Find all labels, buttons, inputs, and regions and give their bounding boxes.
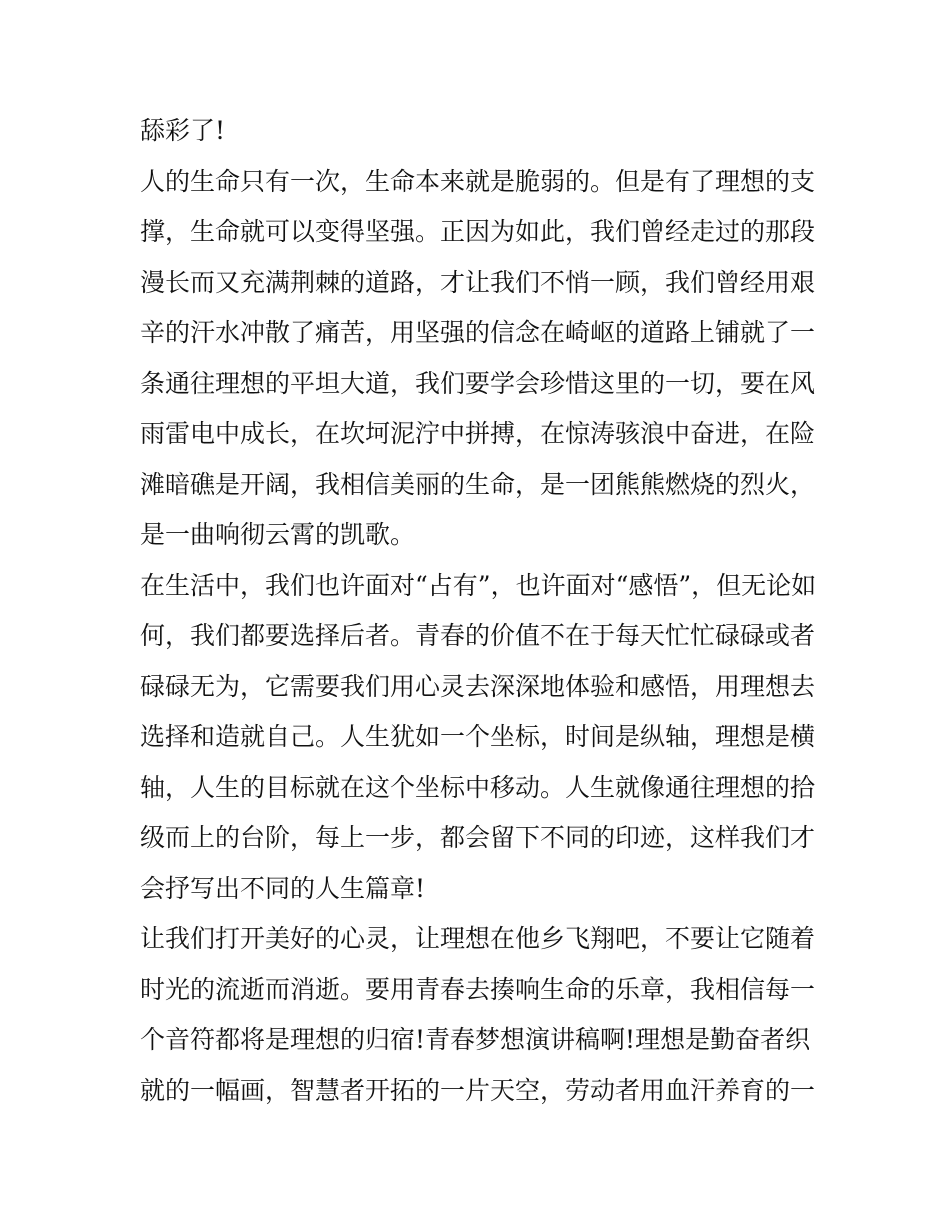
text-line: 何，我们都要选择后者。青春的价值不在于每天忙忙碌碌或者 [140,621,816,650]
text-line: 人的生命只有一次，生命本来就是脆弱的。但是有了理想的支 [140,166,816,196]
text-line: 条通往理想的平坦大道，我们要学会珍惜这里的一切，要在风 [140,368,816,398]
text-line: 撑，生命就可以变得坚强。正因为如此，我们曾经走过的那段 [140,217,816,246]
text-line: 滩暗礁是开阔，我相信美丽的生命，是一团熊熊燃烧的烈火， [140,469,816,499]
text-line: 轴，人生的目标就在这个坐标中移动。人生就像通往理想的拾 [140,772,816,802]
text-line: 时光的流逝而消逝。要用青春去揍响生命的乐章，我相信每一 [140,974,816,1004]
text-line: 就的一幅画，智慧者开拓的一片天空，劳动者用血汗养育的一 [140,1075,816,1105]
body-text [140,106,820,1116]
text-line: 是一曲响彻云霄的凯歌。 [140,520,416,549]
text-line: 选择和造就自己。人生犹如一个坐标，时间是纵轴，理想是横 [140,722,816,751]
text-line: 让我们打开美好的心灵，让理想在他乡飞翔吧，不要让它随着 [140,924,816,953]
text-line: 在生活中，我们也许面对“占有”，也许面对“感悟”，但无论如 [140,570,817,600]
text-line: 个音符都将是理想的归宿!青春梦想演讲稿啊!理想是勤奋者织 [140,1025,811,1054]
text-line: 辛的汗水冲散了痛苦，用坚强的信念在崎岖的道路上铺就了一 [140,318,816,347]
text-line: 舔彩了! [140,116,226,145]
text-line: 碌碌无为，它需要我们用心灵去深深地体验和感悟，用理想去 [140,671,816,701]
text-line: 雨雷电中成长，在坎坷泥泞中拼搏，在惊涛骇浪中奋进，在险 [140,419,816,448]
text-line: 级而上的台阶，每上一步，都会留下不同的印迹，这样我们才 [140,823,816,852]
text-line: 会抒写出不同的人生篇章! [140,873,426,903]
text-line: 漫长而又充满荆棘的道路，才让我们不悄一顾，我们曾经用艰 [140,267,816,297]
